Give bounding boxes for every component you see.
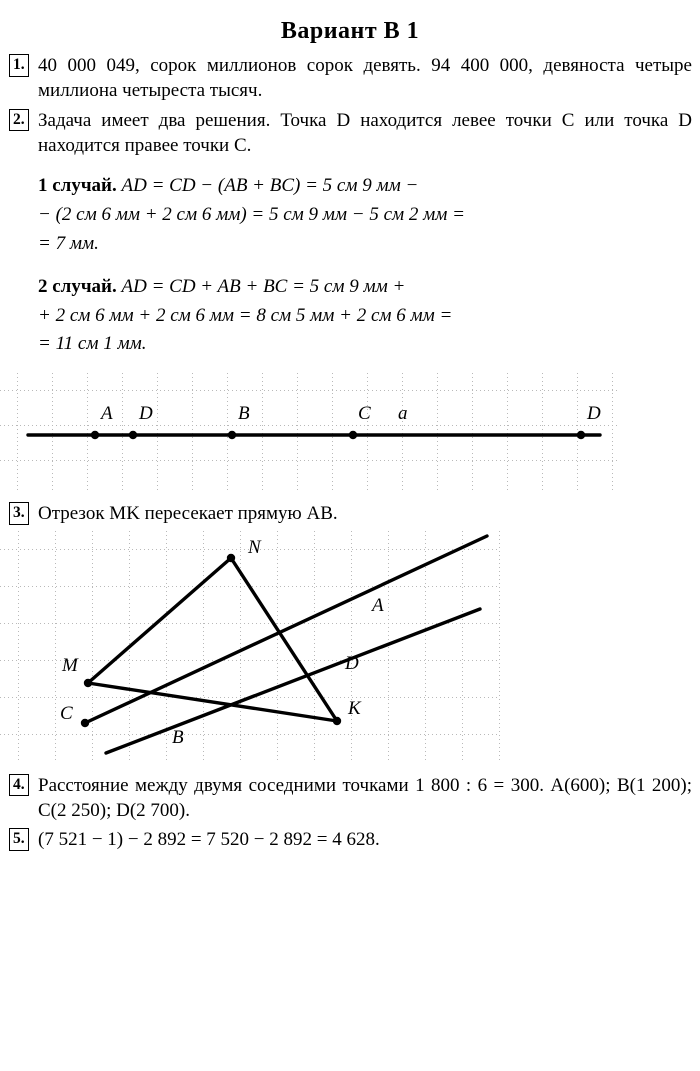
case-1-expr-1: AD = CD − (AB + BC) = 5 см 9 мм − xyxy=(121,175,419,197)
point-k xyxy=(333,716,341,724)
point-label-b: B xyxy=(172,726,184,748)
number-line-point-c xyxy=(349,431,357,439)
problem-5-text: (7 521 − 1) − 2 892 = 7 520 − 2 892 = 4 628. xyxy=(38,829,380,851)
point-label-a: A xyxy=(372,594,384,616)
case-1-label: 1 случай. xyxy=(38,175,117,197)
problem-4-number: 4. xyxy=(9,774,29,797)
problem-4 xyxy=(0,773,700,824)
worksheet-page xyxy=(0,18,700,1071)
problem-3-text: Отрезок MK пересекает прямую AB. xyxy=(38,503,338,525)
number-line-svg xyxy=(0,373,620,491)
case-2-line-2: + 2 см 6 мм + 2 см 6 мм = 8 см 5 мм + 2 см 6 мм = xyxy=(38,304,453,326)
problem-4-text: Расстояние между двумя соседними точками 1 800 : 6 = 300. A(600); B(1 200); C(2 250); D(2 700). xyxy=(38,774,692,821)
problem-5-number: 5. xyxy=(9,828,29,851)
problem-2 xyxy=(0,108,700,159)
number-line-label-d: D xyxy=(587,403,601,425)
problem-2-case-2 xyxy=(0,273,700,360)
problem-1-number: 1. xyxy=(9,54,29,77)
lines-figure xyxy=(0,531,700,761)
number-line-label-a: A xyxy=(101,403,113,425)
number-line-name-label: a xyxy=(398,403,408,425)
problem-3-number: 3. xyxy=(9,502,29,525)
point-m xyxy=(84,678,92,686)
point-label-c: C xyxy=(60,702,73,724)
case-2-label: 2 случай. xyxy=(38,275,117,297)
page-title: Вариант В 1 xyxy=(280,18,420,44)
number-line-label-c: C xyxy=(358,403,371,425)
point-n xyxy=(227,553,235,561)
point-label-m: M xyxy=(62,654,78,676)
problem-1-text: 40 000 049, сорок миллионов сорок девять. 94 400 000, девяноста четыре миллиона четыреста тысяч. xyxy=(38,55,692,102)
number-line-point-d xyxy=(129,431,137,439)
segment-bd-ray xyxy=(106,609,480,753)
point-label-k: K xyxy=(348,697,361,719)
case-1-line-1 xyxy=(38,172,692,201)
segment-nk xyxy=(231,558,337,721)
case-2-expr-1: AD = CD + AB + BC = 5 см 9 мм + xyxy=(121,275,406,297)
problem-2-text: Задача имеет два решения. Точка D находится левее точки C или точка D находится правее точки C. xyxy=(38,109,692,156)
segment-mk xyxy=(88,683,337,721)
case-1-line-2: − (2 см 6 мм + 2 см 6 мм) = 5 см 9 мм − 5 см 2 мм = xyxy=(38,203,465,225)
number-line-label-d: D xyxy=(139,403,153,425)
number-line-point-a xyxy=(91,431,99,439)
case-1-line-3: = 7 мм. xyxy=(38,232,99,254)
case-2-line-3: = 11 см 1 мм. xyxy=(38,333,147,355)
number-line-figure xyxy=(0,373,700,491)
problem-3 xyxy=(0,501,700,526)
problem-1 xyxy=(0,53,700,104)
number-line-label-b: B xyxy=(238,403,250,425)
number-line-point-b xyxy=(228,431,236,439)
problem-2-number: 2. xyxy=(9,109,29,132)
case-2-line-1 xyxy=(38,273,692,302)
problem-2-case-1 xyxy=(0,172,700,259)
point-label-n: N xyxy=(248,536,261,558)
number-line-point-d xyxy=(577,431,585,439)
problem-5 xyxy=(0,827,700,852)
point-c xyxy=(81,718,89,726)
point-label-d: D xyxy=(345,652,359,674)
lines-svg xyxy=(0,531,500,761)
